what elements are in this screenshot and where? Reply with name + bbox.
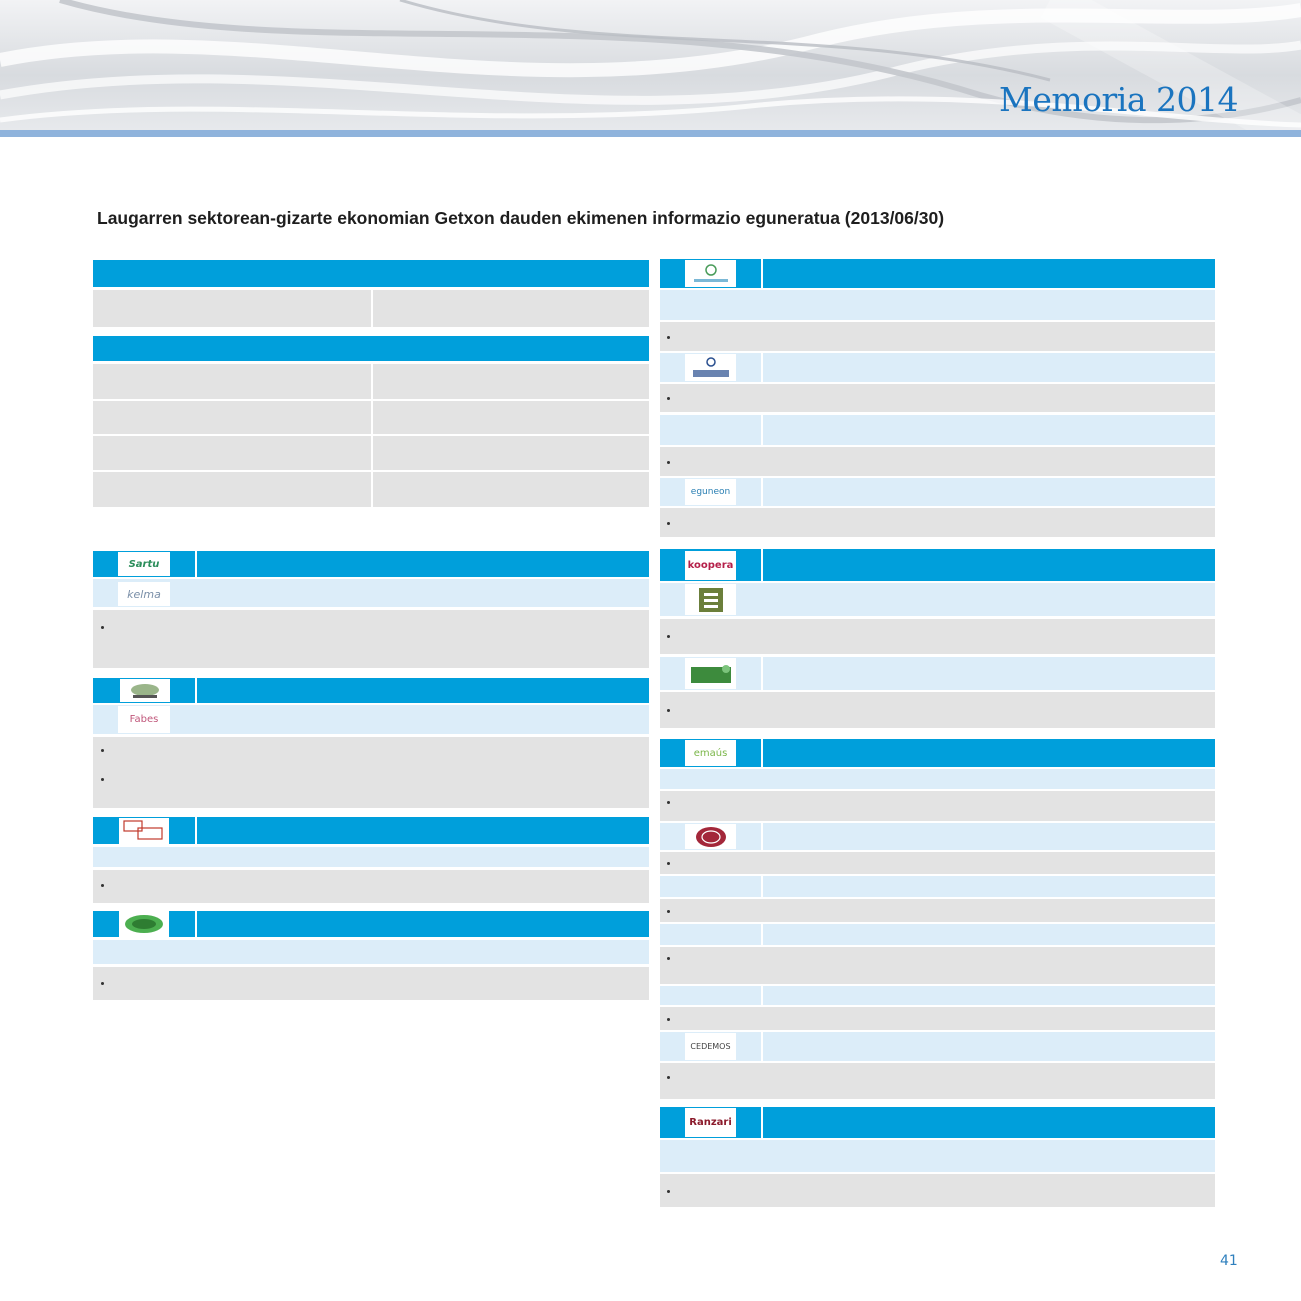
org-description-row [660, 384, 1215, 412]
org-logo [685, 658, 736, 689]
bullet-point [667, 1076, 670, 1079]
org-header-band [93, 551, 649, 577]
column-divider [371, 364, 373, 507]
group-logo-icon [125, 682, 165, 700]
org-info-row [93, 847, 649, 867]
column-divider [761, 924, 763, 945]
column-divider [761, 1032, 763, 1061]
cedemos-logo: CEDEMOS [685, 1033, 736, 1060]
org-description-row [660, 899, 1215, 922]
org-logo-icon [688, 356, 734, 380]
table-header-band [93, 336, 649, 361]
org-description-row [93, 967, 649, 1000]
org-description-row [660, 692, 1215, 728]
header-rule [0, 130, 1301, 137]
fabes-logo: Fabes [118, 706, 170, 733]
org-info-row [660, 290, 1215, 320]
org-description-row [660, 508, 1215, 537]
org-description-row [93, 870, 649, 903]
org-description-row [660, 791, 1215, 821]
org-info-row [660, 986, 1215, 1005]
org-logo-icon [688, 262, 734, 286]
org-info-row [660, 924, 1215, 945]
org-header-band [93, 678, 649, 703]
org-description-row [93, 610, 649, 668]
page-header [0, 0, 1301, 137]
bullet-point [101, 884, 104, 887]
org-description-row [660, 447, 1215, 476]
org-header-band [93, 817, 649, 844]
bullet-point [667, 1190, 670, 1193]
bullet-point [667, 1018, 670, 1021]
org-info-row [660, 415, 1215, 445]
org-description-row [660, 1174, 1215, 1207]
bullet-point [667, 635, 670, 638]
org-logo-icon [696, 586, 726, 614]
bullet-point [667, 461, 670, 464]
column-divider [761, 986, 763, 1005]
org-info-row [660, 823, 1215, 850]
org-info-row [660, 1140, 1215, 1172]
org-header-band [660, 549, 1215, 581]
bullet-point [667, 910, 670, 913]
org-logo [119, 911, 169, 937]
bullet-point [667, 862, 670, 865]
bullet-point [101, 778, 104, 781]
org-logo [685, 260, 736, 287]
org-description-row [660, 947, 1215, 984]
org-logo-icon [122, 913, 166, 935]
org-info-row [660, 769, 1215, 789]
org-info-row [660, 657, 1215, 690]
org-info-row [660, 583, 1215, 616]
org-info-row [660, 478, 1215, 506]
org-logo-icon [691, 825, 731, 849]
org-description-row [660, 1063, 1215, 1099]
column-divider [761, 876, 763, 897]
column-divider [761, 353, 763, 382]
org-logo [685, 824, 736, 849]
org-info-row [93, 940, 649, 964]
org-logo-icon [122, 819, 166, 843]
table-header-band [93, 260, 649, 287]
bullet-point [667, 957, 670, 960]
column-divider [761, 657, 763, 690]
org-info-row [660, 876, 1215, 897]
org-info-row [660, 353, 1215, 382]
kelma-logo: kelma [118, 582, 170, 606]
org-description-row [93, 737, 649, 808]
bullet-point [101, 982, 104, 985]
org-logo [685, 354, 736, 381]
org-description-row [660, 322, 1215, 351]
column-divider [761, 823, 763, 850]
eguneon-logo: eguneon [685, 479, 736, 505]
bullet-point [667, 336, 670, 339]
bullet-point [101, 626, 104, 629]
org-description-row [660, 852, 1215, 874]
org-header-band [660, 1107, 1215, 1138]
org-header-band [93, 911, 649, 937]
bullet-point [667, 801, 670, 804]
bullet-point [101, 749, 104, 752]
org-info-row [660, 1032, 1215, 1061]
document-title: Memoria 2014 [999, 80, 1238, 119]
column-divider [761, 415, 763, 445]
org-info-row [93, 705, 649, 734]
sartu-logo: Sartu [118, 552, 170, 576]
org-header-band [660, 739, 1215, 767]
bullet-point [667, 397, 670, 400]
bullet-point [667, 709, 670, 712]
org-header-band [660, 259, 1215, 288]
org-description-row [660, 1007, 1215, 1030]
org-logo [119, 818, 169, 844]
org-logo [685, 584, 736, 615]
column-divider [761, 478, 763, 506]
org-info-row [93, 579, 649, 607]
section-title: Laugarren sektorean-gizarte ekonomian Getxon dauden ekimenen informazio eguneratua (2013/06/30) [97, 208, 945, 228]
org-description-row [660, 619, 1215, 654]
org-logo-icon [688, 661, 734, 687]
ranzari-logo: Ranzari [685, 1108, 736, 1137]
bullet-point [667, 522, 670, 525]
fabes-group-logo [120, 679, 170, 702]
page-number: 41 [1220, 1253, 1238, 1269]
emaus-logo: emaús [685, 740, 736, 766]
koopera-logo: koopera [685, 551, 736, 580]
column-divider [371, 290, 373, 327]
